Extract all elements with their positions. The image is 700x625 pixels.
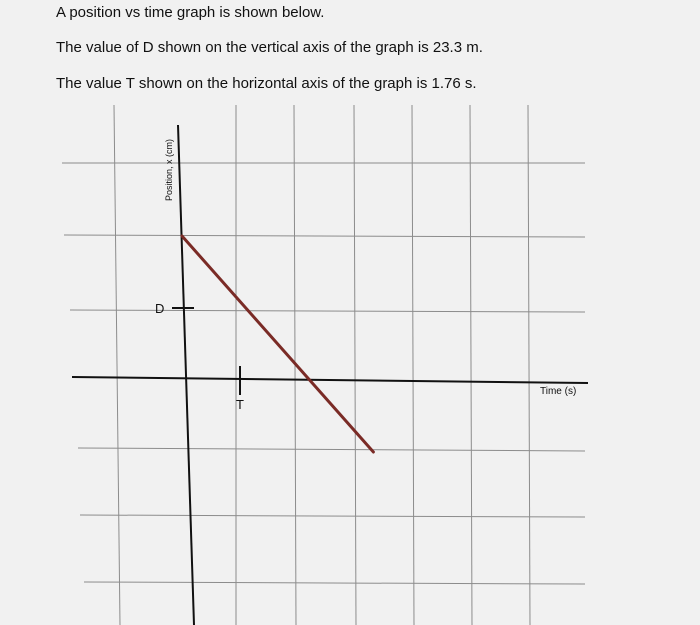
t-tick-label: T: [236, 397, 244, 412]
problem-line-3: The value T shown on the horizontal axis of the graph is 1.76 s.: [56, 75, 477, 92]
graph-grid: [62, 105, 585, 625]
problem-line-1: A position vs time graph is shown below.: [56, 4, 325, 21]
y-axis-label: Position, x (cm): [164, 138, 174, 202]
d-tick-label: D: [155, 301, 165, 316]
grid-horizontal-line: [84, 582, 585, 584]
grid-horizontal-line: [70, 310, 585, 312]
x-axis-label: Time (s): [540, 386, 577, 397]
problem-line-2: The value of D shown on the vertical axis of the graph is 23.3 m.: [56, 39, 483, 56]
grid-vertical-line: [412, 105, 414, 625]
grid-horizontal-line: [78, 448, 585, 451]
grid-horizontal-line: [80, 515, 585, 517]
grid-horizontal-line: [64, 235, 585, 237]
position-line-series: [182, 236, 373, 452]
grid-vertical-line: [114, 105, 120, 625]
grid-vertical-line: [354, 105, 356, 625]
x-axis: [72, 377, 588, 383]
grid-vertical-line: [528, 105, 530, 625]
y-axis: [178, 125, 194, 625]
grid-vertical-line: [470, 105, 472, 625]
